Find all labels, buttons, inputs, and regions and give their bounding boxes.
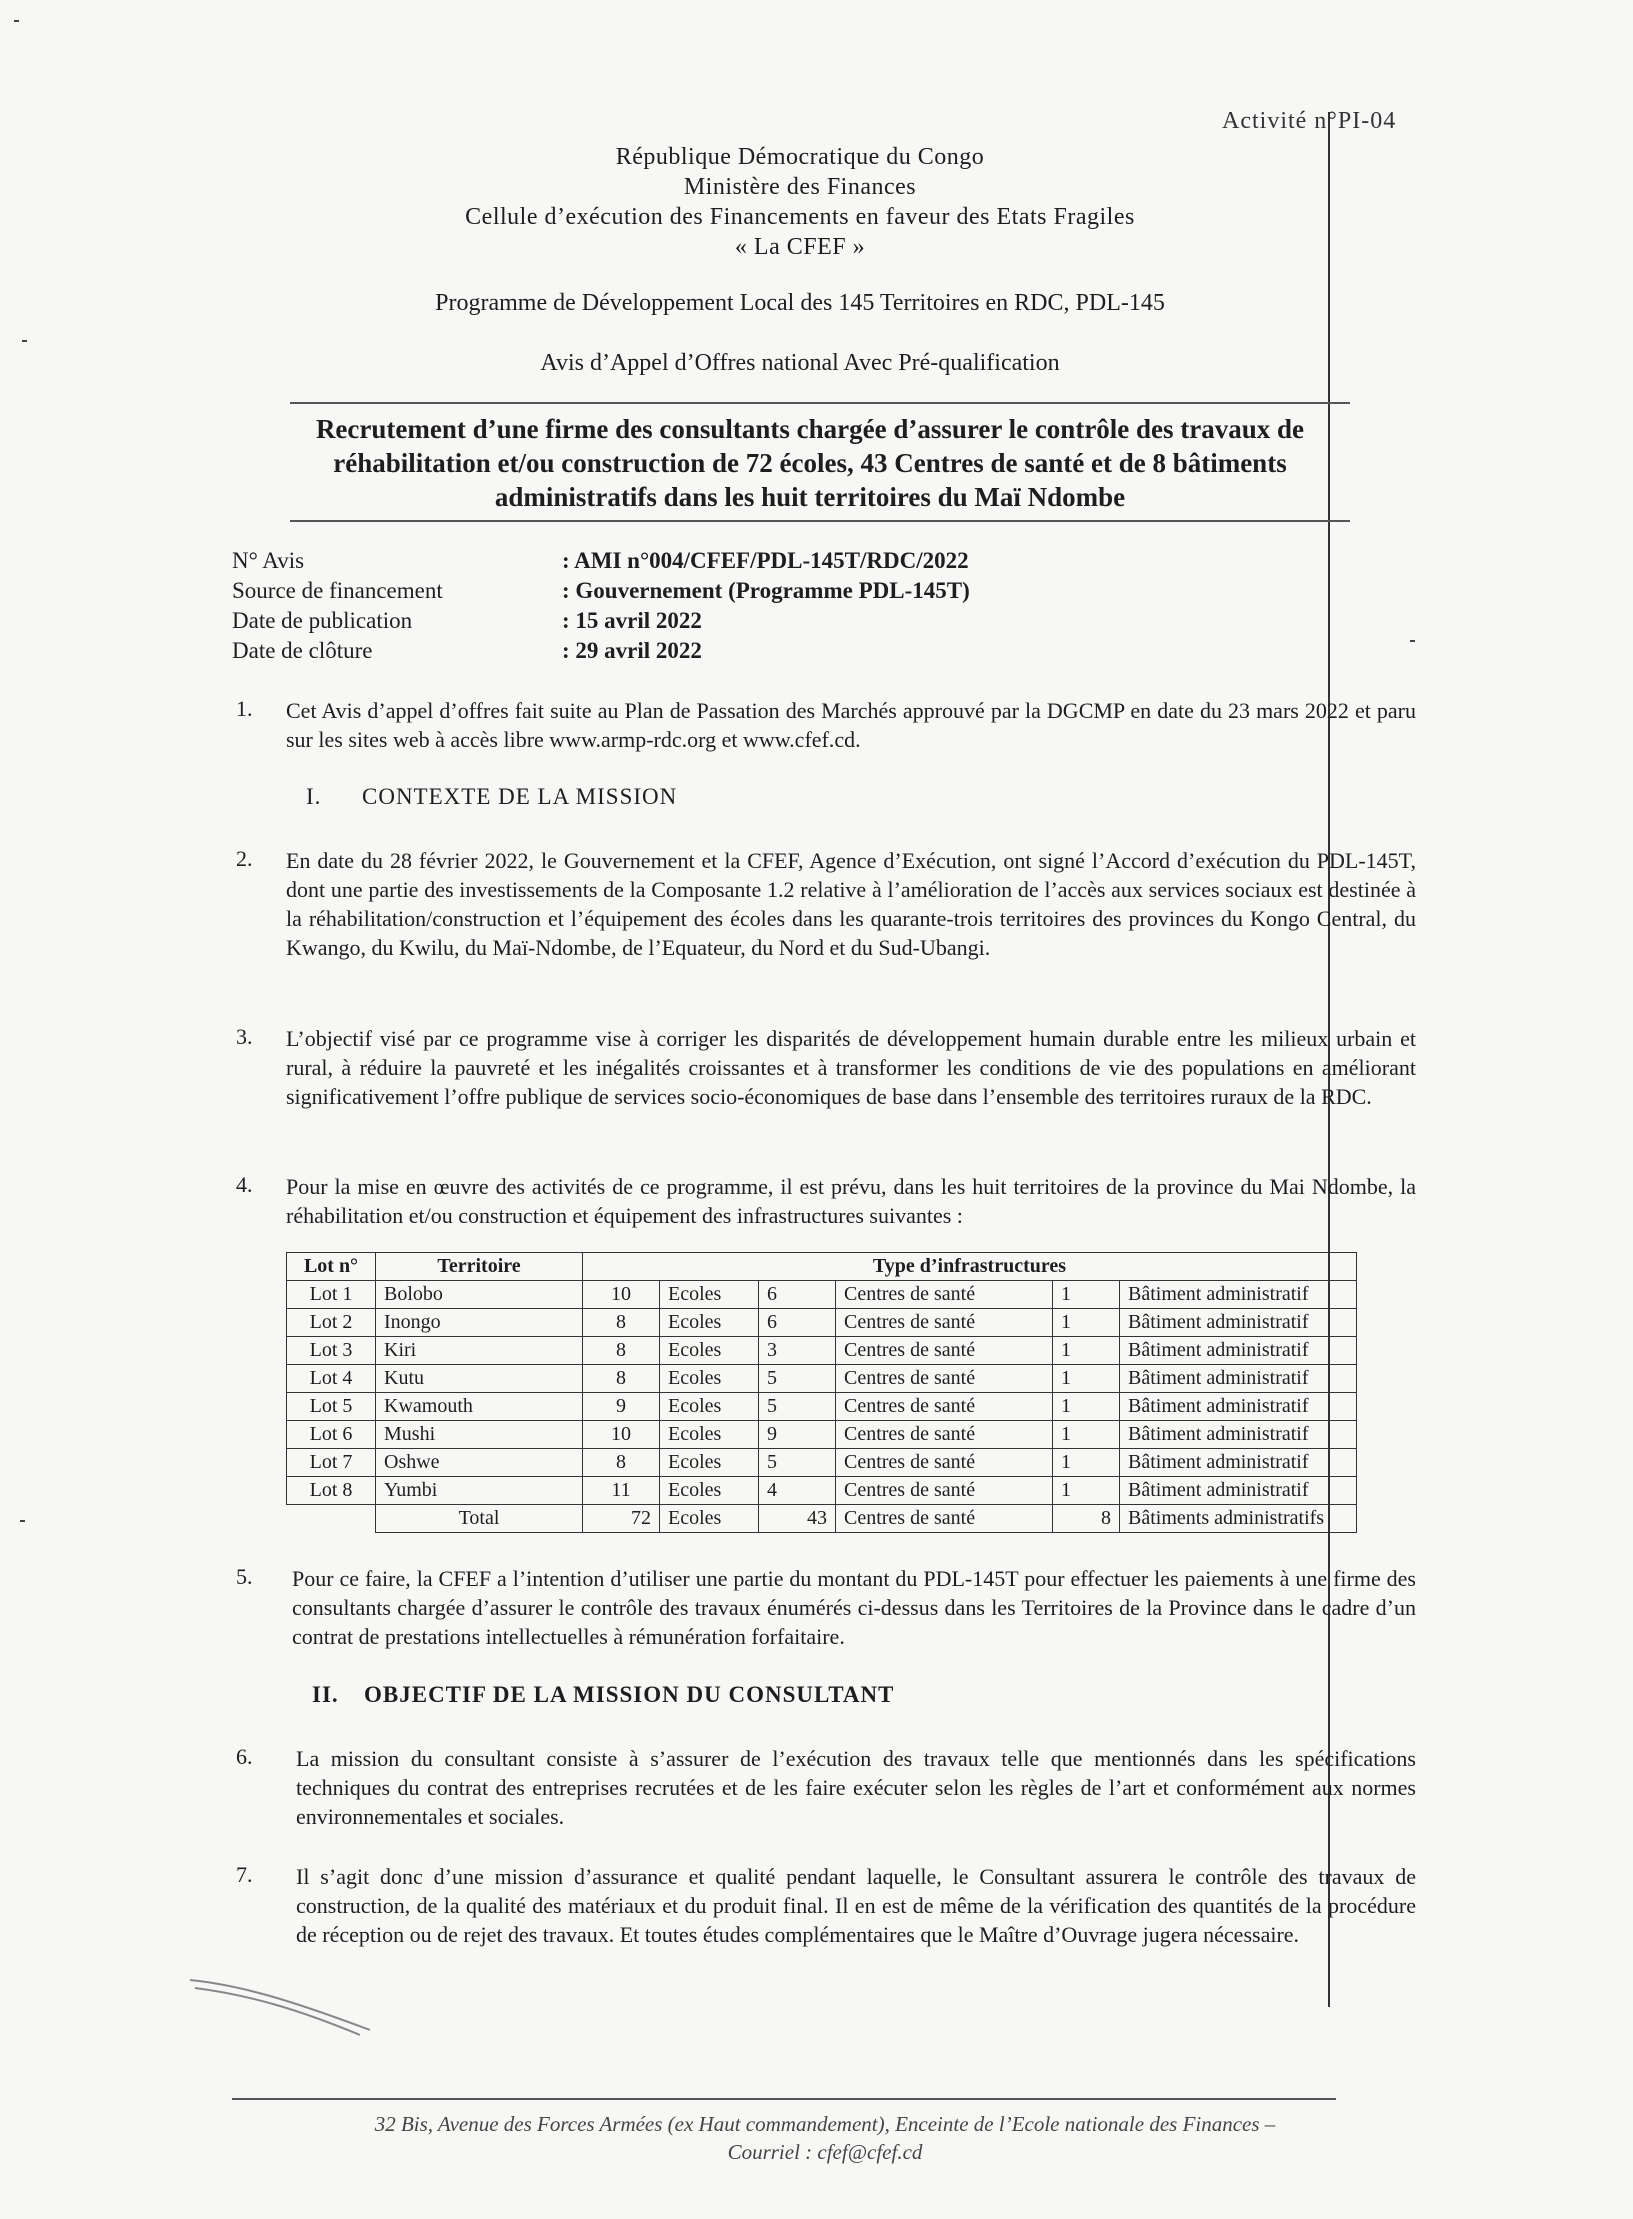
cell-lot: Lot 6 xyxy=(287,1421,376,1449)
activity-reference: Activité n°PI-04 xyxy=(1222,108,1397,134)
cell-schools-label: Ecoles xyxy=(660,1421,759,1449)
section-number: I. xyxy=(306,784,322,809)
cell-schools-label: Ecoles xyxy=(660,1309,759,1337)
footer-address xyxy=(300,2110,1350,2166)
paragraph-3: L’objectif visé par ce programme vise à corriger les disparités de développement humain durable entre les milieux urbain et rural, à réduire la pauvreté et les inégalités croissantes et à transformer les conditions de vie des populations en améliorant significativement l’offre publique de services socio-économiques de base dans l’ensemble des territoires ruraux de la RDC. xyxy=(286,1026,1416,1109)
cell-buildings-label: Bâtiment administratif xyxy=(1120,1337,1357,1365)
cell-buildings-label: Bâtiment administratif xyxy=(1120,1281,1357,1309)
table-row xyxy=(287,1365,1357,1393)
paragraph-number: 5. xyxy=(236,1564,253,1589)
cell-territoire: Kutu xyxy=(376,1365,583,1393)
cell-health-label: Centres de santé xyxy=(836,1449,1053,1477)
cell-schools-label: Ecoles xyxy=(660,1281,759,1309)
paragraph-2: En date du 28 février 2022, le Gouvernement et la CFEF, Agence d’Exécution, ont signé l’Accord d’exécution du PDL-145T, dont une partie des investissements de la Composante 1.2 relative à l’amélioration de l’accès aux services sociaux est destinée à la réhabilitation/construction et l’équipement des écoles dans les quarante-trois territoires des provinces du Kongo Central, du Kwango, du Kwilu, du Maï-Ndombe, de l’Equateur, du Nord et du Sud-Ubangi. xyxy=(286,848,1416,960)
cell-buildings-label: Bâtiment administratif xyxy=(1120,1477,1357,1505)
cell-total-buildings: 8 xyxy=(1053,1505,1120,1533)
cell-schools-label: Ecoles xyxy=(660,1393,759,1421)
cell-buildings-count: 1 xyxy=(1053,1337,1120,1365)
scan-speck xyxy=(14,20,19,22)
scan-speck xyxy=(20,1520,25,1522)
meta-row xyxy=(232,636,970,666)
cell-buildings-label: Bâtiment administratif xyxy=(1120,1421,1357,1449)
cell-schools-label: Ecoles xyxy=(660,1477,759,1505)
cell-health-label: Centres de santé xyxy=(836,1393,1053,1421)
table-row xyxy=(287,1421,1357,1449)
section-title-context: CONTEXTE DE LA MISSION xyxy=(362,784,678,809)
meta-row xyxy=(232,606,970,636)
cell-territoire: Yumbi xyxy=(376,1477,583,1505)
meta-value: : Gouvernement (Programme PDL-145T) xyxy=(562,578,970,603)
meta-row xyxy=(232,546,970,576)
cell-schools-label: Ecoles xyxy=(660,1365,759,1393)
cell-lot: Lot 7 xyxy=(287,1449,376,1477)
cell-territoire: Bolobo xyxy=(376,1281,583,1309)
divider-top xyxy=(290,402,1350,404)
cell-total-health-label: Centres de santé xyxy=(836,1505,1053,1533)
cell-schools-count: 8 xyxy=(583,1309,660,1337)
footer-address-line: 32 Bis, Avenue des Forces Armées (ex Haut commandement), Enceinte de l’Ecole nationale des Finances – xyxy=(374,2112,1276,2136)
signature-scribble xyxy=(180,1960,380,2040)
cell-health-count: 3 xyxy=(759,1337,836,1365)
cell-health-count: 6 xyxy=(759,1281,836,1309)
cell-lot: Lot 2 xyxy=(287,1309,376,1337)
cell-schools-count: 11 xyxy=(583,1477,660,1505)
cell-health-label: Centres de santé xyxy=(836,1365,1053,1393)
paragraph-number: 4. xyxy=(236,1172,253,1197)
header-type: Type d’infrastructures xyxy=(583,1253,1357,1281)
table-header-row xyxy=(287,1253,1357,1281)
cell-territoire: Mushi xyxy=(376,1421,583,1449)
cell-lot: Lot 4 xyxy=(287,1365,376,1393)
header-ministry: Ministère des Finances xyxy=(683,174,917,200)
cell-buildings-label: Bâtiment administratif xyxy=(1120,1449,1357,1477)
paragraph-number: 2. xyxy=(236,846,253,871)
section-number: II. xyxy=(312,1682,339,1707)
header-acronym: « La CFEF » xyxy=(734,234,866,260)
cell-health-count: 5 xyxy=(759,1449,836,1477)
paragraph-7: Il s’agit donc d’une mission d’assurance et qualité pendant laquelle, le Consultant assurera le contrôle des travaux de construction, de la qualité des matériaux et du produit final. Il en est de même de la vérification des quantités de la procédure de réception ou de rejet des travaux. Et toutes études complémentaires que le Maître d’Ouvrage jugera nécessaire. xyxy=(296,1864,1416,1947)
cell-total-schools-label: Ecoles xyxy=(660,1505,759,1533)
paragraph-5: Pour ce faire, la CFEF a l’intention d’utiliser une partie du montant du PDL-145T pour effectuer les paiements à une firme des consultants chargée d’assurer le contrôle des travaux énumérés ci-dessus dans les Territoires de la Province dans le cadre d’un contrat de prestations intellectuelles à rémunération forfaitaire. xyxy=(292,1566,1416,1649)
cell-health-count: 5 xyxy=(759,1365,836,1393)
cell-health-label: Centres de santé xyxy=(836,1477,1053,1505)
cell-buildings-count: 1 xyxy=(1053,1309,1120,1337)
header-lot: Lot n° xyxy=(287,1253,376,1281)
cell-total-schools: 72 xyxy=(583,1505,660,1533)
header-territoire: Territoire xyxy=(376,1253,583,1281)
cell-health-count: 4 xyxy=(759,1477,836,1505)
paragraph-number: 6. xyxy=(236,1744,253,1769)
cell-schools-count: 10 xyxy=(583,1281,660,1309)
notice-subject: Recrutement d’une firme des consultants chargée d’assurer le contrôle des travaux de réhabilitation et/ou construction de 72 écoles, 43 Centres de santé et de 8 bâtiments administratifs dans les huit territoires du Maï Ndombe xyxy=(315,414,1305,512)
cell-buildings-count: 1 xyxy=(1053,1421,1120,1449)
paragraph-6: La mission du consultant consiste à s’assurer de l’exécution des travaux telle que mentionnés dans les spécifications techniques du contrat des entreprises recrutées et de les faire exécuter selon les règles de l’art et conformément aux normes environnementales et sociales. xyxy=(296,1746,1416,1829)
cell-schools-count: 10 xyxy=(583,1421,660,1449)
meta-value: : 29 avril 2022 xyxy=(562,638,702,663)
table-total-row xyxy=(287,1505,1357,1533)
cell-schools-count: 9 xyxy=(583,1393,660,1421)
divider-bottom xyxy=(290,520,1350,522)
cell-health-count: 5 xyxy=(759,1393,836,1421)
cell-buildings-count: 1 xyxy=(1053,1449,1120,1477)
cell-buildings-count: 1 xyxy=(1053,1393,1120,1421)
cell-buildings-count: 1 xyxy=(1053,1477,1120,1505)
cell-total-label: Total xyxy=(376,1505,583,1533)
section-title-objective: OBJECTIF DE LA MISSION DU CONSULTANT xyxy=(364,1682,895,1707)
notice-meta xyxy=(232,546,970,666)
table-row xyxy=(287,1477,1357,1505)
cell-health-label: Centres de santé xyxy=(836,1421,1053,1449)
table-row xyxy=(287,1309,1357,1337)
cell-lot: Lot 8 xyxy=(287,1477,376,1505)
cell-schools-label: Ecoles xyxy=(660,1337,759,1365)
cell-buildings-label: Bâtiment administratif xyxy=(1120,1393,1357,1421)
meta-label: Source de financement xyxy=(232,578,443,603)
header-country: République Démocratique du Congo xyxy=(615,144,985,170)
paragraph-1: Cet Avis d’appel d’offres fait suite au Plan de Passation des Marchés approuvé par la DGCMP en date du 23 mars 2022 et paru sur les sites web à accès libre www.armp-rdc.org et www.cfef.cd. xyxy=(286,698,1416,752)
program-title: Programme de Développement Local des 145 Territoires en RDC, PDL-145 xyxy=(435,290,1165,316)
cell-territoire: Inongo xyxy=(376,1309,583,1337)
cell-buildings-label: Bâtiment administratif xyxy=(1120,1365,1357,1393)
cell-health-count: 9 xyxy=(759,1421,836,1449)
table-row xyxy=(287,1449,1357,1477)
table-row xyxy=(287,1393,1357,1421)
meta-value: : AMI n°004/CFEF/PDL-145T/RDC/2022 xyxy=(562,548,969,573)
notice-type: Avis d’Appel d’Offres national Avec Pré-qualification xyxy=(540,350,1060,376)
meta-value: : 15 avril 2022 xyxy=(562,608,702,633)
meta-row xyxy=(232,576,970,606)
cell-territoire: Kiri xyxy=(376,1337,583,1365)
meta-label: Date de clôture xyxy=(232,638,373,663)
paragraph-4: Pour la mise en œuvre des activités de ce programme, il est prévu, dans les huit territoires de la province du Mai Ndombe, la réhabilitation et/ou construction et équipement des infrastructures suivantes : xyxy=(286,1174,1416,1228)
paragraph-number: 7. xyxy=(236,1862,253,1887)
cell-lot: Lot 5 xyxy=(287,1393,376,1421)
meta-label: Date de publication xyxy=(232,608,413,633)
cell-schools-count: 8 xyxy=(583,1337,660,1365)
cell-buildings-count: 1 xyxy=(1053,1365,1120,1393)
cell-buildings-label: Bâtiment administratif xyxy=(1120,1309,1357,1337)
footer-divider xyxy=(232,2098,1336,2100)
scan-speck xyxy=(1410,640,1415,642)
cell-total-health: 43 xyxy=(759,1505,836,1533)
cell-territoire: Kwamouth xyxy=(376,1393,583,1421)
cell-schools-label: Ecoles xyxy=(660,1449,759,1477)
cell-buildings-count: 1 xyxy=(1053,1281,1120,1309)
cell-territoire: Oshwe xyxy=(376,1449,583,1477)
header-cell: Cellule d’exécution des Financements en faveur des Etats Fragiles xyxy=(465,204,1135,230)
paragraph-number: 3. xyxy=(236,1024,253,1049)
cell-health-label: Centres de santé xyxy=(836,1281,1053,1309)
cell-empty xyxy=(287,1505,376,1533)
cell-health-count: 6 xyxy=(759,1309,836,1337)
cell-lot: Lot 3 xyxy=(287,1337,376,1365)
paragraph-number: 1. xyxy=(236,696,253,721)
cell-lot: Lot 1 xyxy=(287,1281,376,1309)
scan-speck xyxy=(22,340,27,342)
lots-table xyxy=(286,1252,1357,1533)
cell-total-buildings-label: Bâtiments administratifs xyxy=(1120,1505,1357,1533)
table-row xyxy=(287,1337,1357,1365)
cell-health-label: Centres de santé xyxy=(836,1337,1053,1365)
cell-health-label: Centres de santé xyxy=(836,1309,1053,1337)
cell-schools-count: 8 xyxy=(583,1365,660,1393)
meta-label: N° Avis xyxy=(232,548,305,573)
table-row xyxy=(287,1281,1357,1309)
cell-schools-count: 8 xyxy=(583,1449,660,1477)
issuer-header xyxy=(300,142,1300,262)
footer-email-line: Courriel : cfef@cfef.cd xyxy=(727,2140,923,2164)
